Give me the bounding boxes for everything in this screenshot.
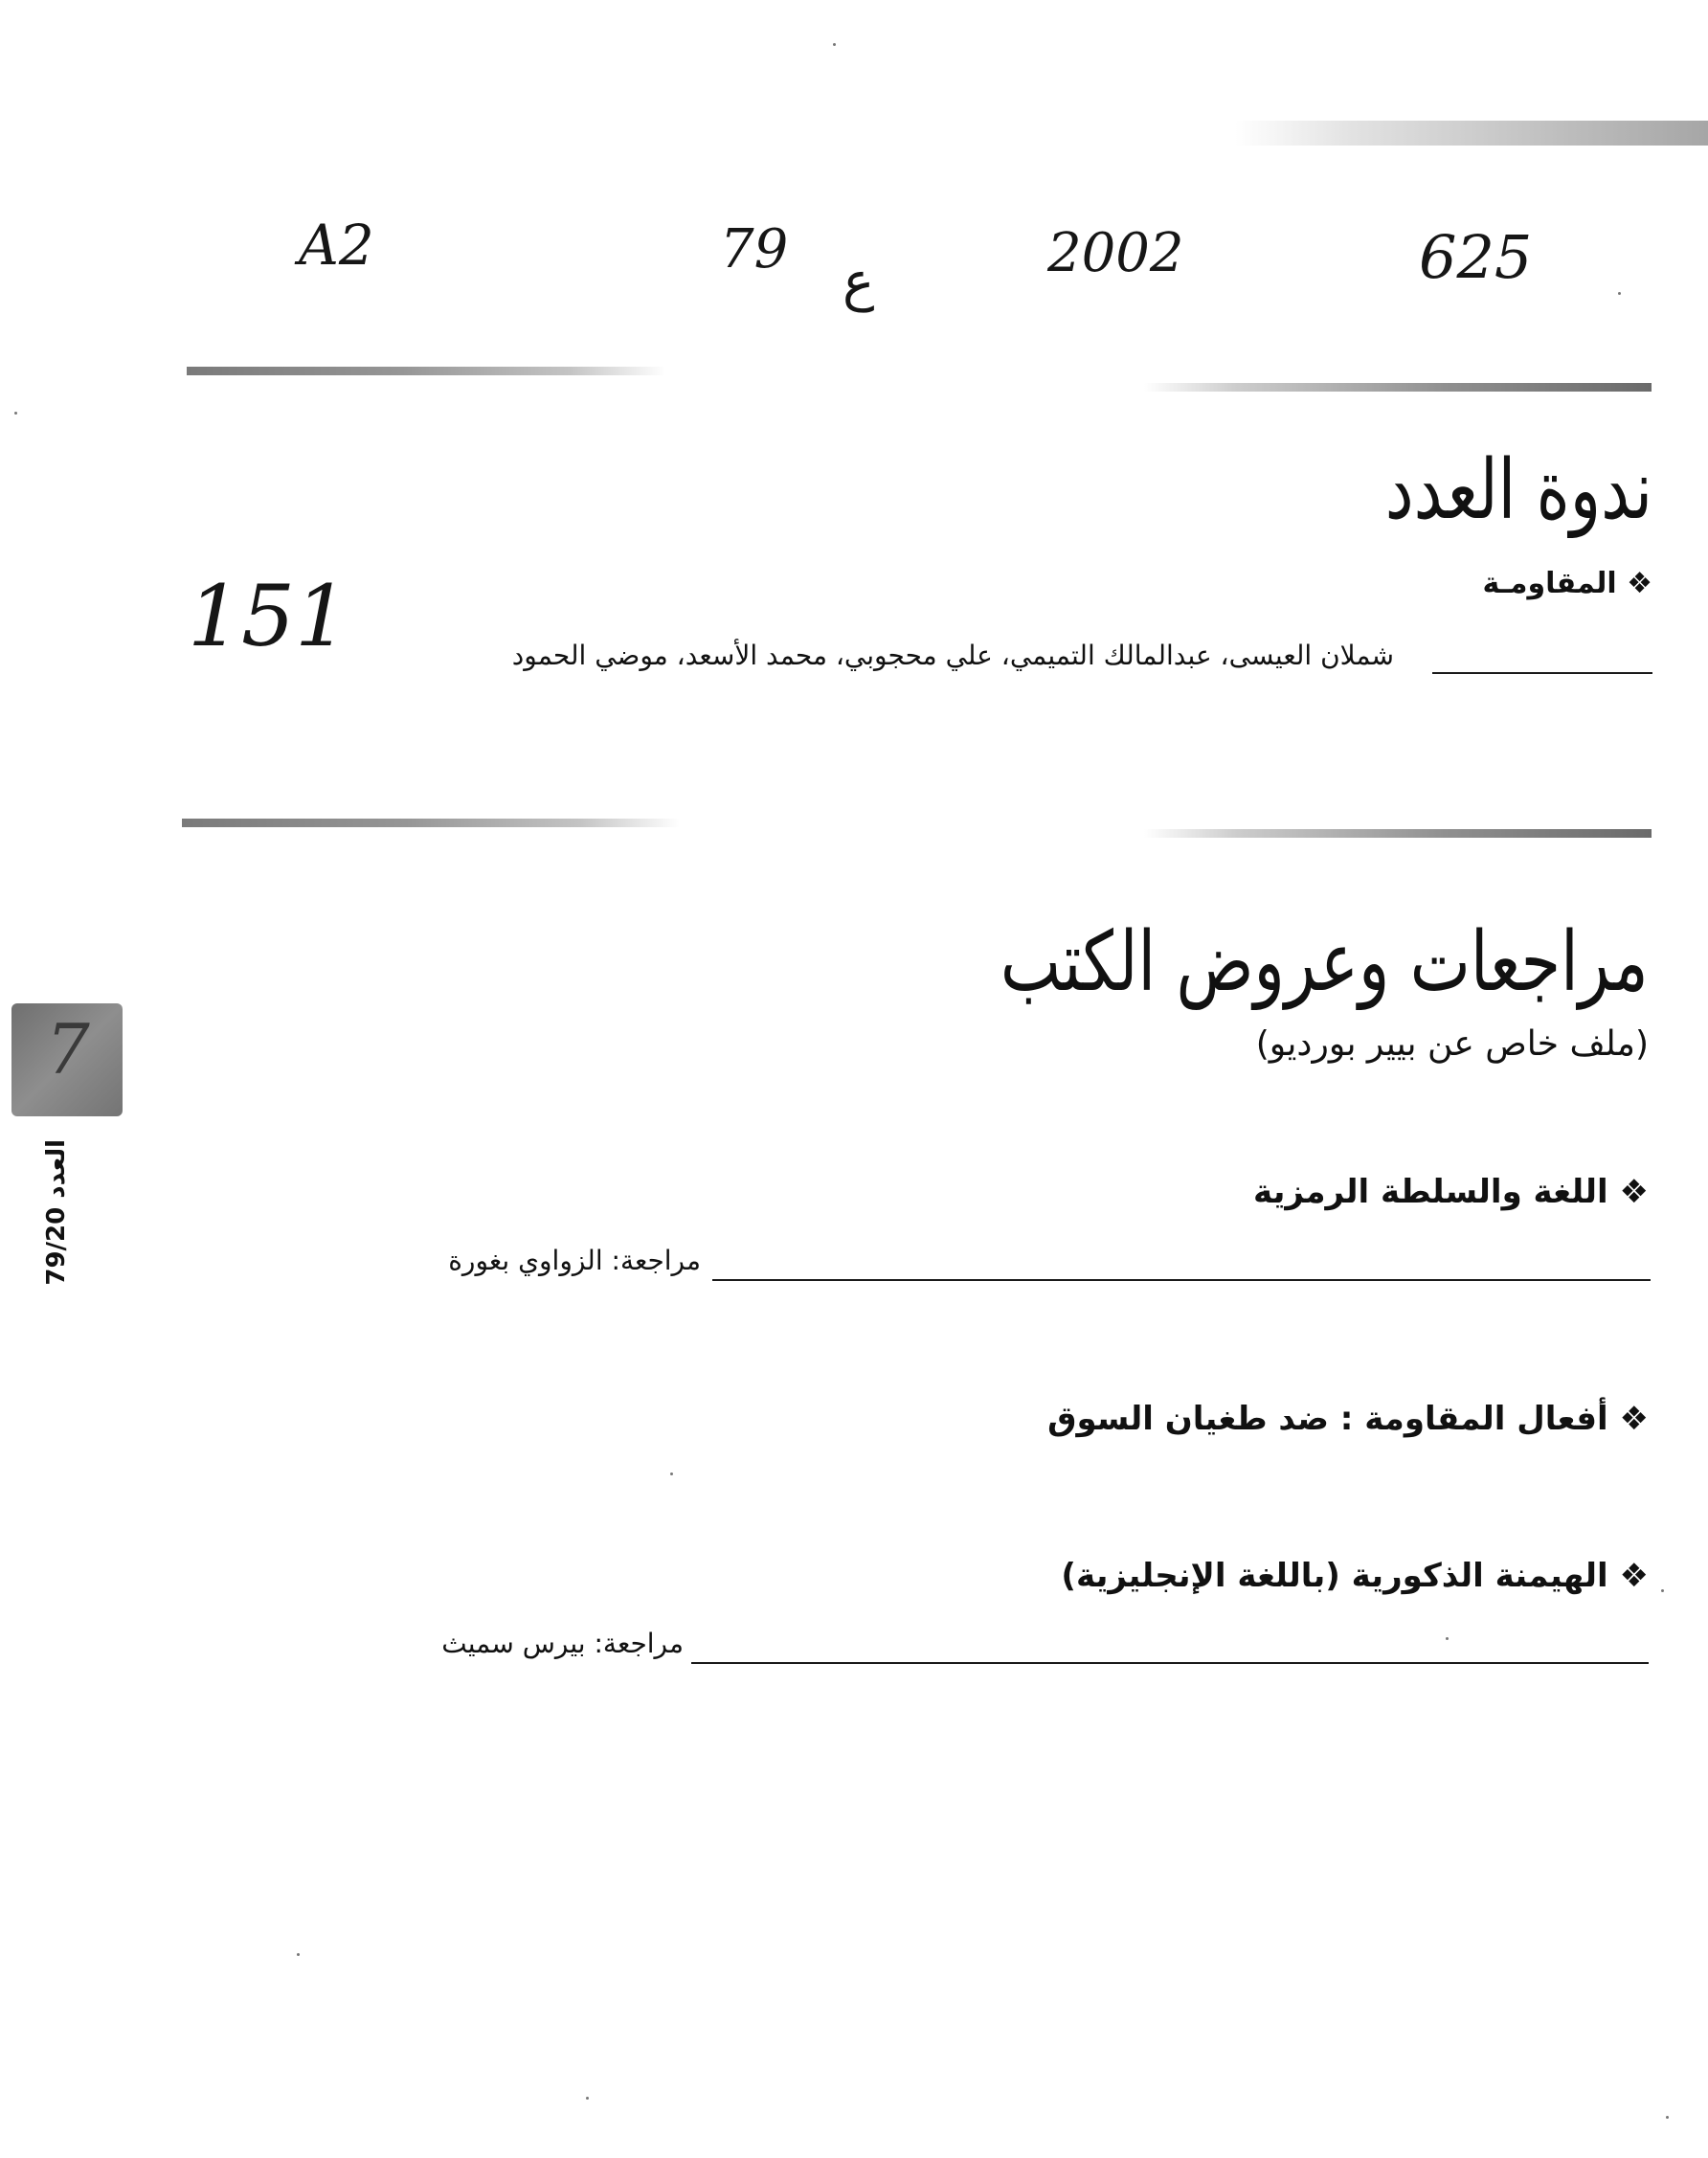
handwritten-year: 2002	[1047, 222, 1184, 284]
handwritten-ref-code: A2	[299, 213, 374, 278]
symposium-authors: شملان العيسى، عبدالمالك التميمي، علي محجوبي، محمد الأسعد، موضي الحمود	[511, 640, 1394, 671]
review-item-title	[1047, 1400, 1649, 1438]
review-byline: مراجعة: الزواوي بغورة	[448, 1245, 701, 1276]
review-item-title	[1253, 1173, 1649, 1211]
review-rule	[712, 1279, 1651, 1281]
section-divider-left-2	[182, 819, 680, 827]
handwritten-record-no: 625	[1419, 222, 1533, 292]
scan-speck	[586, 2097, 589, 2100]
handwritten-letter: ع	[843, 251, 875, 313]
scan-speck	[1661, 1589, 1664, 1592]
item-title-text: أفعال المقاومة : ضد طغيان السوق	[1047, 1400, 1608, 1438]
symposium-item-title	[1482, 567, 1652, 600]
handwritten-issue-no: 79	[720, 218, 789, 281]
authors-rule	[1432, 672, 1652, 674]
scan-speck	[297, 1953, 300, 1956]
scan-speck	[1618, 292, 1621, 295]
scan-speck	[670, 1472, 673, 1475]
handwritten-page-no: 151	[188, 567, 348, 665]
item-title-text: اللغة والسلطة الرمزية	[1252, 1173, 1608, 1211]
scan-speck	[833, 43, 836, 46]
review-byline: مراجعة: بيرس سميث	[441, 1628, 684, 1659]
section-divider-left	[187, 367, 665, 375]
bullet-icon: ❖	[1619, 1400, 1649, 1438]
issue-label-vertical: العدد 79/20	[42, 1139, 71, 1286]
scan-speck	[1666, 2116, 1669, 2119]
section-divider-right	[1144, 383, 1652, 392]
item-title-text: الهيمنة الذكورية (باللغة الإنجليزية)	[1061, 1557, 1608, 1595]
section-title-symposium: ندوة العدد	[1384, 442, 1652, 538]
item-title-text: المقاومـة	[1482, 567, 1617, 600]
bullet-icon: ❖	[1619, 1173, 1649, 1211]
scan-speck	[1446, 1637, 1449, 1640]
bullet-icon: ❖	[1627, 567, 1652, 600]
review-rule	[691, 1662, 1649, 1664]
bullet-icon: ❖	[1619, 1557, 1649, 1595]
section-divider-right-2	[1144, 829, 1652, 838]
review-item-title	[1061, 1557, 1649, 1595]
side-tab	[11, 1003, 123, 1116]
scan-top-band	[1235, 121, 1708, 146]
scan-speck	[14, 412, 17, 415]
section-subtitle: (ملف خاص عن بيير بورديو)	[1255, 1024, 1649, 1064]
section-title-book-reviews: مراجعات وعروض الكتب	[1000, 914, 1649, 1010]
side-tab-mark: 7	[46, 1009, 90, 1090]
